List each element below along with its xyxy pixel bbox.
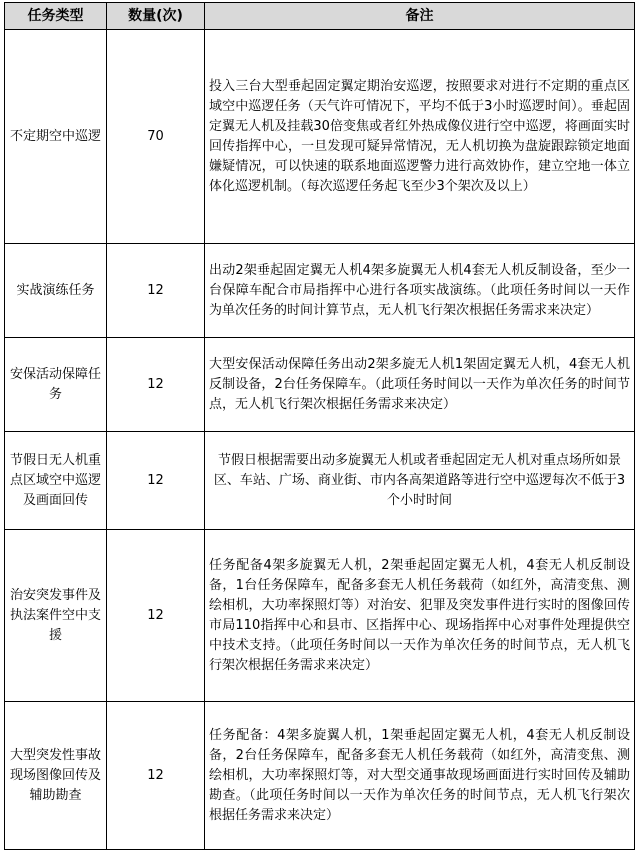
- task-type-cell: 不定期空中巡逻: [5, 30, 107, 244]
- table-row: [5, 702, 635, 850]
- table-row: [5, 30, 635, 244]
- note-cell: 任务配备4架多旋翼无人机，2架垂起固定翼无人机，4套无人机反制设备，1台任务保障车，配备多套无人机任务载荷（如红外，高清变焦、测绘相机，大功率探照灯等）对治安、犯罪及突发事件进行实时的图像回传市局110指挥中心和县市、区指挥中心、现场指挥中心对事件处理提供空中技术支持。（此项任务时间以一天作为单次任务的时间节点，无人机飞行架次根据任务需求来决定）: [205, 530, 635, 702]
- task-type-cell: 治安突发事件及执法案件空中支援: [5, 530, 107, 702]
- note-cell: 出动2架垂起固定翼无人机4架多旋翼无人机4套无人机反制设备，至少一台保障车配合市局指挥中心进行各项实战演练。（此项任务时间以一天作为单次任务的时间计算节点，无人机飞行架次根据任务需求来决定）: [205, 244, 635, 338]
- task-type-cell: 大型突发性事故现场图像回传及辅助勘查: [5, 702, 107, 850]
- count-cell: 12: [107, 530, 205, 702]
- count-cell: 12: [107, 338, 205, 432]
- table-row: [5, 244, 635, 338]
- table-row: [5, 530, 635, 702]
- count-cell: 12: [107, 432, 205, 530]
- table-row: [5, 338, 635, 432]
- task-type-cell: 安保活动保障任务: [5, 338, 107, 432]
- task-type-cell: 实战演练任务: [5, 244, 107, 338]
- note-cell: 任务配备：4架多旋翼人机，1架垂起固定翼无人机，4套无人机反制设备，2台任务保障车，配备多套无人机任务载荷（如红外，高清变焦、测绘相机，大功率探照灯等，对大型交通事故现场画面进行实时回传及辅助勘查。（此项任务时间以一天作为单次任务的时间节点，无人机飞行架次根据任务需求来决定）: [205, 702, 635, 850]
- header-count: 数量(次): [107, 3, 205, 30]
- header-task-type: 任务类型: [5, 3, 107, 30]
- note-cell: 节假日根据需要出动多旋翼无人机或者垂起固定无人机对重点场所如景区、车站、广场、商业街、市内各高架道路等进行空中巡逻每次不低于3个小时时间: [205, 432, 635, 530]
- count-cell: 12: [107, 244, 205, 338]
- note-cell: 大型安保活动保障任务出动2架多旋无人机1架固定翼无人机，4套无人机反制设备，2台任务保障车。（此项任务时间以一天作为单次任务的时间节点，无人机飞行架次根据任务需求来决定）: [205, 338, 635, 432]
- note-cell: 投入三台大型垂起固定翼定期治安巡逻，按照要求对进行不定期的重点区域空中巡逻任务（天气许可情况下，平均不低于3小时巡逻时间）。垂起固定翼无人机及挂载30倍变焦或者红外热成像仪进行空中巡逻，将画面实时回传指挥中心，一旦发现可疑异常情况，无人机切换为盘旋跟踪锁定地面嫌疑情况，可以快速的联系地面巡逻警力进行高效协作，建立空地一体立体化巡逻机制。（每次巡逻任务起飞至少3个架次及以上）: [205, 30, 635, 244]
- task-table: [4, 2, 635, 850]
- header-row: [5, 3, 635, 30]
- count-cell: 70: [107, 30, 205, 244]
- header-note: 备注: [205, 3, 635, 30]
- table-row: [5, 432, 635, 530]
- task-type-cell: 节假日无人机重点区域空中巡逻及画面回传: [5, 432, 107, 530]
- count-cell: 12: [107, 702, 205, 850]
